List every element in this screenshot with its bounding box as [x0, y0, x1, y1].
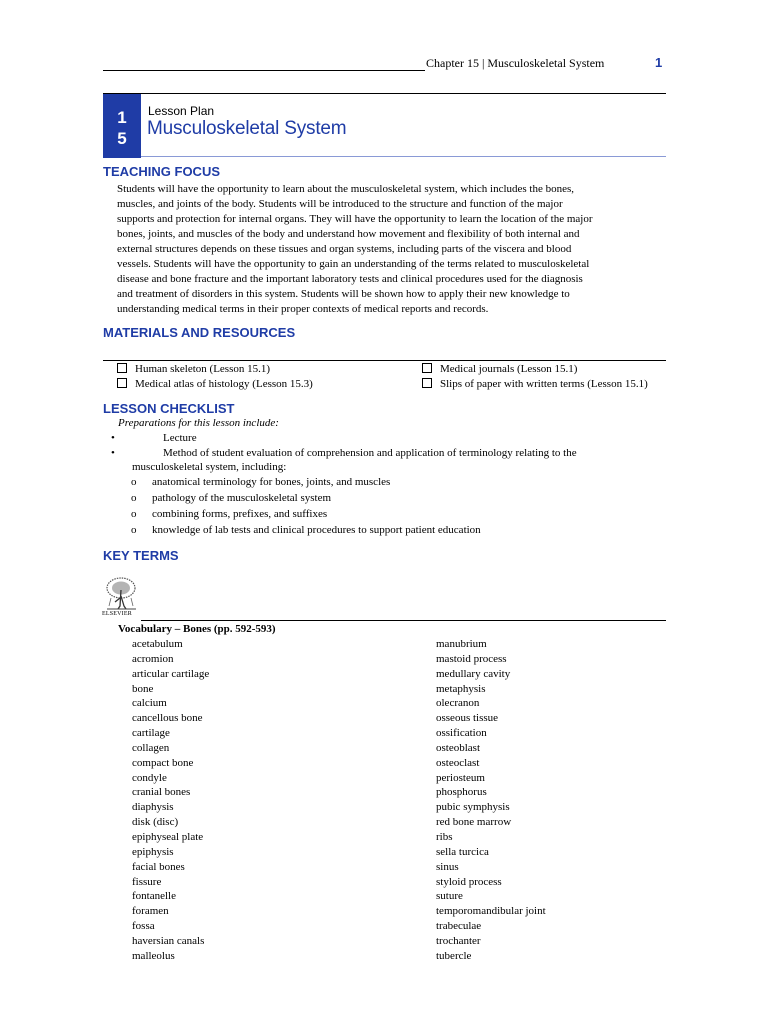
vocab-term: osteoblast — [436, 741, 480, 754]
vocab-term: condyle — [132, 771, 167, 784]
vocab-term: malleolus — [132, 949, 175, 962]
vocab-term: mastoid process — [436, 652, 507, 665]
hollow-bullet-icon: o — [131, 476, 137, 488]
vocab-term: olecranon — [436, 697, 480, 710]
vocab-term: bone — [132, 682, 154, 695]
chapter-number-line2: 5 — [117, 129, 127, 148]
lesson-checklist-heading: LESSON CHECKLIST — [103, 401, 235, 416]
vocab-term: articular cartilage — [132, 667, 210, 680]
vocab-term: trabeculae — [436, 920, 482, 933]
materials-heading: MATERIALS AND RESOURCES — [103, 325, 296, 340]
material-item: Medical journals (Lesson 15.1) — [422, 363, 577, 375]
vocab-term: epiphyseal plate — [132, 830, 204, 843]
checklist-sub-item: o combining forms, prefixes, and suffixes — [131, 508, 328, 520]
vocab-term: foramen — [132, 905, 169, 918]
material-item: Medical atlas of histology (Lesson 15.3) — [117, 378, 313, 390]
vocab-term: osseous tissue — [436, 712, 499, 725]
vocab-term: temporomandibular joint — [436, 905, 546, 918]
bullet-icon: • — [111, 447, 115, 459]
vocab-term: cancellous bone — [132, 712, 203, 725]
vocab-term: fontanelle — [132, 890, 176, 903]
hollow-bullet-icon: o — [131, 508, 137, 520]
vocab-term: diaphysis — [132, 801, 174, 814]
vocab-term: medullary cavity — [436, 667, 511, 680]
preparations-label: Preparations for this lesson include: — [118, 417, 279, 429]
vocab-term: ribs — [436, 830, 453, 843]
paragraph-line: vessels. Students will have the opportunity to gain an understanding of the terms related to musculoskeletal — [117, 258, 590, 270]
teaching-focus-heading: TEACHING FOCUS — [103, 164, 220, 179]
paragraph-line: bones, joints, and muscles of the body and understand how movement and flexibility of both internal and — [117, 228, 580, 240]
vocab-term: styloid process — [436, 875, 502, 888]
bullet-icon: • — [111, 432, 115, 444]
vocab-term: cartilage — [132, 727, 170, 740]
materials-rule — [103, 360, 666, 361]
paragraph-line: external structures depends on these tissues and organ systems, including parts of the viscera and blood — [117, 243, 572, 255]
checklist-sub-item: o pathology of the musculoskeletal system — [131, 492, 332, 504]
vocab-term: disk (disc) — [132, 816, 179, 829]
vocab-term: red bone marrow — [436, 816, 512, 829]
chapter-number-line1: 1 — [117, 108, 127, 127]
vocab-term: trochanter — [436, 934, 481, 947]
checklist-sub-item: o knowledge of lab tests and clinical procedures to support patient education — [131, 524, 481, 536]
checklist-bullet: • Method of student evaluation of comprehension and application of terminology relating to the — [111, 447, 577, 459]
vocab-term: acromion — [132, 652, 174, 665]
vocab-term: sella turcica — [436, 845, 489, 858]
top-rule — [103, 93, 666, 94]
vocab-left-column — [132, 637, 209, 964]
page-number: 1 — [655, 55, 663, 70]
vocabulary-heading: Vocabulary – Bones (pp. 592-593) — [118, 623, 276, 635]
vocab-term: fissure — [132, 875, 162, 888]
lesson-plan-label: Lesson Plan — [148, 104, 215, 118]
vocab-term: cranial bones — [132, 786, 191, 799]
material-item: Slips of paper with written terms (Lesson 15.1) — [422, 378, 648, 390]
vocab-term: tubercle — [436, 949, 472, 962]
vocab-right-column — [436, 637, 546, 964]
checkbox-icon — [422, 363, 432, 373]
paragraph-line: Students will have the opportunity to learn about the musculoskeletal system, which includes the bones, — [117, 183, 575, 195]
vocab-term: haversian canals — [132, 934, 205, 947]
vocab-term: collagen — [132, 741, 170, 754]
chapter-title: Musculoskeletal System — [147, 118, 347, 139]
vocab-term: facial bones — [132, 860, 185, 873]
vocab-term: periosteum — [436, 771, 485, 784]
header-underline — [103, 70, 425, 71]
vocab-term: ossification — [436, 727, 487, 740]
elsevier-logo-text: ELSEVIER — [102, 611, 132, 617]
teaching-focus-paragraph — [117, 182, 666, 317]
vocab-term: acetabulum — [132, 638, 183, 650]
material-item: Human skeleton (Lesson 15.1) — [117, 363, 270, 375]
hollow-bullet-icon: o — [131, 492, 137, 504]
paragraph-line: supports and protection for internal organs. They will have the opportunity to learn the location of the major — [117, 213, 593, 225]
vocab-term: epiphysis — [132, 845, 174, 858]
paragraph-line: disease and bone fracture and the important laboratory tests and clinical procedures used for the diagnosis — [117, 273, 583, 285]
vocab-term: osteoclast — [436, 756, 480, 769]
title-rule — [141, 156, 666, 157]
running-header-title: Chapter 15 | Musculoskeletal System — [426, 56, 605, 70]
vocab-term: phosphorus — [436, 786, 487, 799]
vocab-term: fossa — [132, 920, 155, 933]
vocab-term: calcium — [132, 697, 167, 710]
checkbox-icon — [117, 363, 127, 373]
vocab-term: metaphysis — [436, 682, 486, 695]
paragraph-line: understanding medical terms in their proper contexts of medical reports and records. — [117, 303, 489, 315]
vocab-term: compact bone — [132, 756, 194, 769]
vocab-term: sinus — [436, 860, 459, 873]
hollow-bullet-icon: o — [131, 524, 137, 536]
vocab-rule — [141, 620, 666, 621]
vocab-term: manubrium — [436, 638, 487, 650]
chapter-number-box — [103, 94, 141, 158]
vocab-term: suture — [436, 890, 463, 903]
vocab-term: pubic symphysis — [436, 801, 510, 814]
paragraph-line: muscles, and joints of the body. Students will be introduced to the structure and function of the major — [117, 198, 563, 210]
checklist-bullet-continuation: musculoskeletal system, including: — [132, 461, 287, 473]
checklist-bullet: • Lecture — [111, 432, 197, 444]
paragraph-line: and treatment of disorders in this system. Students will be shown how to apply their new knowledge to — [117, 288, 570, 300]
checklist-sub-item: o anatomical terminology for bones, joints, and muscles — [131, 476, 391, 488]
checkbox-icon — [422, 378, 432, 388]
key-terms-heading: KEY TERMS — [103, 548, 179, 563]
checkbox-icon — [117, 378, 127, 388]
